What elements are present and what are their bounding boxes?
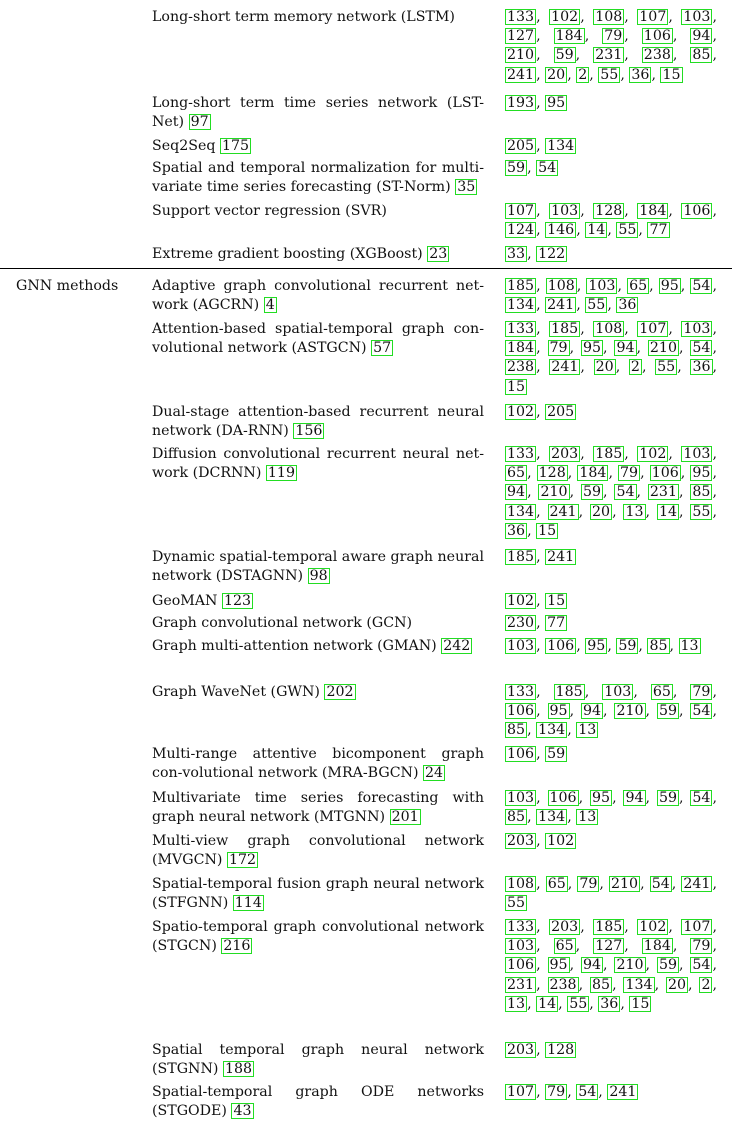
citation-link[interactable]: 202 (326, 684, 354, 700)
citation-link[interactable]: 95 (660, 278, 679, 294)
method-name: Multi-range attentive bicomponent graph con-volutional network (MRA-BGCN) 24 (152, 746, 484, 781)
citation-link[interactable]: 15 (547, 593, 566, 609)
citation-link[interactable]: 127 (595, 938, 623, 955)
citation-link[interactable]: 124 (507, 222, 535, 239)
citation-link[interactable]: 54 (692, 340, 711, 357)
citation-link[interactable]: 20 (592, 503, 611, 520)
citation-link[interactable]: 13 (625, 503, 644, 520)
citation-link[interactable]: 203 (507, 1042, 535, 1058)
citation-link[interactable]: 2 (701, 976, 711, 993)
citation-link[interactable]: 231 (595, 47, 623, 64)
citation-link[interactable]: 15 (631, 995, 650, 1012)
method-name: Dual-stage attention-based recurrent neural network (DA-RNN) 156 (152, 404, 484, 439)
citation-link[interactable]: 242 (443, 638, 471, 654)
method-name: Diffusion convolutional recurrent neural net-work (DCRNN) 119 (152, 446, 484, 481)
citation-link[interactable]: 216 (223, 938, 251, 954)
citation-link[interactable]: 114 (234, 895, 262, 911)
citation-link[interactable]: 241 (507, 66, 535, 83)
citation-link[interactable]: 238 (507, 359, 535, 376)
citation-link[interactable]: 97 (190, 114, 209, 130)
citation-link[interactable]: 107 (639, 321, 667, 337)
citation-link[interactable]: 185 (595, 446, 623, 462)
citation-link[interactable]: 79 (579, 876, 598, 892)
citation-link[interactable]: 103 (683, 321, 711, 337)
method-name: Adaptive graph convolutional recurrent net-work (AGCRN) 4 (152, 278, 484, 313)
citation-link[interactable]: 185 (507, 549, 535, 565)
section-divider (0, 268, 732, 269)
citation-link[interactable]: 59 (582, 484, 602, 501)
citation-link[interactable]: 106 (507, 746, 535, 762)
citation-link[interactable]: 59 (618, 638, 637, 654)
citation-link[interactable]: 85 (592, 976, 611, 993)
method-name: Spatial-temporal fusion graph neural network (STFGNN) 114 (152, 876, 484, 911)
citation-link[interactable]: 134 (538, 722, 566, 739)
citation-link[interactable]: 55 (618, 222, 637, 239)
citation-link[interactable]: 241 (549, 503, 577, 520)
citation-link[interactable]: 102 (507, 404, 535, 420)
citation-link[interactable]: 54 (651, 876, 670, 892)
citation-link[interactable]: 106 (683, 203, 711, 219)
citation-link[interactable]: 79 (620, 465, 639, 482)
citation-link[interactable]: 15 (507, 378, 526, 395)
reference-list: 106 , 59 (507, 746, 566, 762)
citation-link[interactable]: 95 (549, 957, 568, 974)
citation-link[interactable]: 102 (507, 593, 535, 609)
citation-link[interactable]: 123 (223, 593, 252, 609)
citation-link[interactable]: 14 (538, 995, 557, 1012)
citation-link[interactable]: 205 (547, 404, 575, 420)
reference-list: 108 , 65 , 79 , 210 , 54 , 241 , 55 (507, 876, 717, 912)
reference-list: 205 , 134 (507, 138, 575, 154)
citation-link[interactable]: 65 (547, 876, 566, 892)
citation-link[interactable]: 79 (549, 340, 568, 357)
citation-link[interactable]: 102 (639, 446, 667, 462)
reference-list: 203 , 102 (507, 833, 575, 849)
method-name: Attention-based spatial-temporal graph con-volutional network (ASTGCN) 57 (152, 321, 484, 356)
citation-link[interactable]: 184 (507, 340, 535, 357)
citation-link[interactable]: 77 (547, 615, 566, 631)
method-name: Multivariate time series forecasting with graph neural network (MTGNN) 201 (152, 790, 484, 825)
citation-link[interactable]: 231 (507, 976, 535, 993)
citation-link[interactable]: 2 (630, 359, 640, 376)
citation-link[interactable]: 85 (507, 809, 526, 826)
citation-link[interactable]: 36 (618, 297, 637, 314)
reference-list: 133 , 185 , 108 , 107 , 103 , 184 , 79 , 95 , 94 , 210 , 54 , 238 , 241 , 20 , 2 , 55 , 36 , 15 (507, 321, 718, 395)
citation-link[interactable]: 102 (639, 919, 667, 935)
method-name: Spatial temporal graph neural network (STGNN) 188 (152, 1042, 484, 1077)
citation-link[interactable]: 122 (538, 246, 566, 262)
citation-link[interactable]: 106 (547, 638, 575, 654)
citation-link[interactable]: 103 (683, 446, 711, 462)
citation-link[interactable]: 175 (221, 138, 250, 154)
citation-link[interactable]: 79 (692, 684, 711, 700)
citation-link[interactable]: 106 (549, 790, 577, 806)
citation-link[interactable]: 103 (507, 938, 535, 955)
citation-link[interactable]: 59 (658, 790, 677, 806)
citation-link[interactable]: 55 (587, 297, 606, 314)
citation-link[interactable]: 94 (582, 703, 602, 720)
reference-list: 133 , 102 , 108 , 107 , 103 , 127 , 184 , 79 , 106 , 94 , 210 , 59 , 231 , 238 , 85 , 241 , 20 , 2 , 55 , 36 , 15 (507, 9, 717, 83)
citation-link[interactable]: 20 (595, 359, 614, 376)
citation-link[interactable]: 128 (538, 465, 566, 482)
citation-link[interactable]: 103 (588, 278, 616, 294)
citation-link[interactable]: 54 (692, 957, 711, 974)
citation-link[interactable]: 55 (569, 995, 588, 1012)
citation-link[interactable]: 133 (507, 446, 535, 462)
citation-link[interactable]: 59 (658, 957, 677, 974)
reference-list: 230 , 77 (507, 615, 566, 631)
citation-link[interactable]: 54 (692, 278, 711, 294)
citation-link[interactable]: 94 (692, 28, 711, 45)
citation-link[interactable]: 36 (507, 522, 526, 539)
citation-link[interactable]: 65 (629, 278, 648, 294)
citation-link[interactable]: 201 (391, 809, 419, 825)
citation-link[interactable]: 94 (507, 484, 526, 501)
citation-link[interactable]: 133 (507, 9, 535, 25)
citation-link[interactable]: 106 (507, 703, 535, 720)
citation-link[interactable]: 156 (295, 423, 323, 439)
citation-link[interactable]: 146 (547, 222, 575, 239)
reference-list: 33 , 122 (507, 246, 566, 262)
citation-link[interactable]: 134 (507, 297, 535, 314)
citation-link[interactable]: 210 (540, 484, 568, 501)
citation-link[interactable]: 231 (649, 484, 677, 501)
citation-link[interactable]: 24 (425, 765, 444, 781)
citation-link[interactable]: 184 (579, 465, 607, 482)
reference-list: 133 , 203 , 185 , 102 , 103 , 65 , 128 , 184 , 79 , 106 , 95 , 94 , 210 , 59 , 54 , 231 , 85 , 134 , 241 , 20 , 13 , 14 , 55 , 36 , 15 (507, 446, 717, 539)
reference-list: 107 , 103 , 128 , 184 , 106 , 124 , 146 , 14 , 55 , 77 (507, 203, 717, 239)
citation-link[interactable]: 128 (547, 1042, 575, 1058)
citation-link[interactable]: 54 (692, 703, 711, 720)
reference-list: 185 , 241 (507, 549, 575, 565)
citation-link[interactable]: 55 (657, 359, 676, 376)
citation-link[interactable]: 98 (309, 568, 328, 584)
citation-link[interactable]: 203 (507, 833, 535, 849)
citation-link[interactable]: 103 (683, 9, 711, 25)
citation-link[interactable]: 36 (631, 66, 650, 83)
citation-link[interactable]: 102 (547, 833, 575, 849)
citation-link[interactable]: 33 (507, 246, 526, 262)
citation-link[interactable]: 107 (507, 1084, 535, 1100)
citation-link[interactable]: 15 (538, 522, 557, 539)
citation-link[interactable]: 23 (429, 246, 448, 262)
citation-link[interactable]: 2 (578, 66, 588, 83)
citation-link[interactable]: 184 (555, 28, 583, 45)
reference-list: 203 , 128 (507, 1042, 575, 1058)
citation-link[interactable]: 172 (228, 852, 257, 868)
citation-link[interactable]: 134 (538, 809, 566, 826)
citation-link[interactable]: 85 (507, 722, 526, 739)
citation-link[interactable]: 95 (587, 638, 606, 654)
citation-link[interactable]: 95 (592, 790, 611, 806)
citation-link[interactable]: 108 (595, 321, 623, 337)
citation-link[interactable]: 13 (680, 638, 699, 654)
citation-link[interactable]: 79 (547, 1084, 566, 1100)
citation-link[interactable]: 59 (547, 746, 566, 762)
citation-link[interactable]: 55 (600, 66, 619, 83)
citation-link[interactable]: 106 (643, 28, 671, 45)
citation-link[interactable]: 133 (507, 321, 535, 337)
citation-link[interactable]: 188 (224, 1061, 253, 1077)
citation-link[interactable]: 57 (373, 340, 392, 356)
citation-link[interactable]: 184 (643, 938, 671, 955)
reference-list: 103 , 106 , 95 , 94 , 59 , 54 , 85 , 134 , 13 (507, 790, 717, 826)
citation-link[interactable]: 20 (667, 976, 687, 993)
reference-list: 103 , 106 , 95 , 59 , 85 , 13 (507, 638, 699, 654)
reference-list: 107 , 79 , 54 , 241 (507, 1084, 637, 1100)
method-name: Extreme gradient boosting (XGBoost) 23 (152, 246, 448, 262)
citation-link[interactable]: 185 (595, 919, 623, 935)
citation-link[interactable]: 185 (551, 321, 579, 337)
reference-list: 102 , 205 (507, 404, 575, 420)
citation-link[interactable]: 65 (507, 465, 526, 482)
citation-link[interactable]: 134 (507, 503, 535, 520)
citation-link[interactable]: 210 (616, 703, 644, 720)
citation-link[interactable]: 13 (578, 722, 597, 739)
citation-link[interactable]: 184 (639, 203, 667, 219)
citation-link[interactable]: 210 (507, 47, 535, 64)
citation-link[interactable]: 108 (595, 9, 623, 25)
citation-link[interactable]: 36 (600, 995, 619, 1012)
citation-link[interactable]: 54 (578, 1084, 597, 1100)
citation-link[interactable]: 134 (625, 976, 653, 993)
citation-link[interactable]: 94 (625, 790, 644, 806)
citation-link[interactable]: 59 (555, 47, 574, 64)
citation-link[interactable]: 65 (555, 938, 574, 955)
reference-list: 133 , 185 , 103 , 65 , 79 , 106 , 95 , 94 , 210 , 59 , 54 , 85 , 134 , 13 (507, 684, 717, 739)
citation-link[interactable]: 59 (507, 160, 526, 176)
method-name: Spatial-temporal graph ODE networks (STGODE) 43 (152, 1084, 484, 1119)
citation-link[interactable]: 241 (547, 549, 575, 565)
citation-link[interactable]: 94 (582, 957, 602, 974)
citation-link[interactable]: 79 (604, 28, 623, 45)
citation-link[interactable]: 230 (507, 615, 535, 631)
citation-link[interactable]: 241 (547, 297, 575, 314)
citation-link[interactable]: 94 (616, 340, 635, 357)
category-label: GNN methods (16, 278, 119, 294)
citation-link[interactable]: 241 (609, 1084, 637, 1100)
citation-link[interactable]: 133 (507, 919, 535, 935)
citation-link[interactable]: 14 (587, 222, 606, 239)
citation-link[interactable]: 20 (547, 66, 566, 83)
citation-link[interactable]: 85 (649, 638, 668, 654)
citation-link[interactable]: 238 (643, 47, 671, 64)
citation-link[interactable]: 108 (507, 876, 535, 892)
citation-link[interactable]: 103 (551, 203, 579, 219)
reference-list: 133 , 203 , 185 , 102 , 107 , 103 , 65 , 127 , 184 , 79 , 106 , 95 , 94 , 210 , 59 , 54 , 231 , 238 , 85 , 134 , 20 , 2 , 13 , 14 , 55 , 36 , 15 (507, 919, 717, 1012)
citation-link[interactable]: 103 (604, 684, 632, 700)
citation-link[interactable]: 59 (658, 703, 677, 720)
citation-link[interactable]: 203 (551, 446, 579, 462)
citation-link[interactable]: 185 (507, 278, 535, 294)
citation-link[interactable]: 134 (547, 138, 575, 154)
citation-link[interactable]: 35 (457, 179, 476, 195)
citation-link[interactable]: 102 (551, 9, 579, 25)
citation-link[interactable]: 210 (616, 957, 644, 974)
citation-link[interactable]: 241 (551, 359, 579, 376)
method-name: Long-short term memory network (LSTM) (152, 9, 455, 25)
citation-link[interactable]: 108 (547, 278, 575, 294)
citation-link[interactable]: 106 (651, 465, 679, 482)
citation-link[interactable]: 119 (267, 465, 295, 481)
citation-link[interactable]: 103 (507, 638, 535, 654)
citation-link[interactable]: 203 (551, 919, 579, 935)
citation-link[interactable]: 65 (652, 684, 671, 700)
citation-link[interactable]: 4 (265, 297, 275, 313)
citation-link[interactable]: 14 (658, 503, 677, 520)
citation-link[interactable]: 95 (547, 95, 566, 111)
citation-link[interactable]: 79 (692, 938, 711, 955)
citation-link[interactable]: 210 (649, 340, 677, 357)
citation-link[interactable]: 85 (692, 47, 711, 64)
citation-link[interactable]: 77 (649, 222, 668, 239)
citation-link[interactable]: 193 (507, 95, 535, 111)
method-name: Graph WaveNet (GWN) 202 (152, 684, 354, 700)
method-name: Support vector regression (SVR) (152, 203, 387, 219)
citation-link[interactable]: 95 (582, 340, 602, 357)
citation-link[interactable]: 43 (233, 1103, 252, 1119)
citation-link[interactable]: 15 (662, 66, 681, 83)
citation-link[interactable]: 55 (507, 895, 526, 912)
reference-list: 59 , 54 (507, 160, 557, 176)
reference-list: 185 , 108 , 103 , 65 , 95 , 54 , 134 , 241 , 55 , 36 (507, 278, 717, 314)
method-name: Seq2Seq 175 (152, 138, 250, 154)
citation-link[interactable]: 55 (692, 503, 711, 520)
citation-link[interactable]: 133 (507, 684, 535, 700)
method-name: Long-short term time series network (LST-Net) 97 (152, 95, 484, 130)
citation-link[interactable]: 241 (683, 876, 711, 892)
method-name: Dynamic spatial-temporal aware graph neural network (DSTAGNN) 98 (152, 549, 484, 584)
citation-link[interactable]: 127 (507, 28, 535, 45)
citation-link[interactable]: 54 (692, 790, 711, 806)
citation-link[interactable]: 95 (692, 465, 711, 482)
citation-link[interactable]: 107 (507, 203, 535, 219)
method-name: Graph convolutional network (GCN) (152, 615, 413, 631)
citation-link[interactable]: 210 (611, 876, 639, 892)
citation-link[interactable]: 13 (507, 995, 526, 1012)
citation-link[interactable]: 106 (507, 957, 535, 974)
citation-link[interactable]: 107 (639, 9, 667, 25)
citation-link[interactable]: 95 (549, 703, 568, 720)
method-name: Multi-view graph convolutional network (MVGCN) 172 (152, 833, 484, 868)
citation-link[interactable]: 13 (578, 809, 597, 826)
reference-list: 102 , 15 (507, 593, 566, 609)
method-name: Graph multi-attention network (GMAN) 242 (152, 638, 471, 654)
citation-link[interactable]: 36 (692, 359, 711, 376)
method-name: GeoMAN 123 (152, 593, 252, 609)
citation-link[interactable]: 205 (507, 138, 535, 154)
citation-link[interactable]: 128 (595, 203, 623, 219)
citation-link[interactable]: 107 (683, 919, 711, 935)
citation-link[interactable]: 85 (692, 484, 711, 501)
citation-link[interactable]: 185 (555, 684, 583, 700)
method-name: Spatial and temporal normalization for multi-variate time series forecasting (ST-Norm) 35 (152, 160, 484, 195)
reference-list: 193 , 95 (507, 95, 566, 111)
citation-link[interactable]: 238 (549, 976, 577, 993)
citation-link[interactable]: 54 (616, 484, 635, 501)
citation-link[interactable]: 103 (507, 790, 535, 806)
citation-link[interactable]: 54 (538, 160, 557, 176)
method-name: Spatio-temporal graph convolutional network (STGCN) 216 (152, 919, 484, 954)
